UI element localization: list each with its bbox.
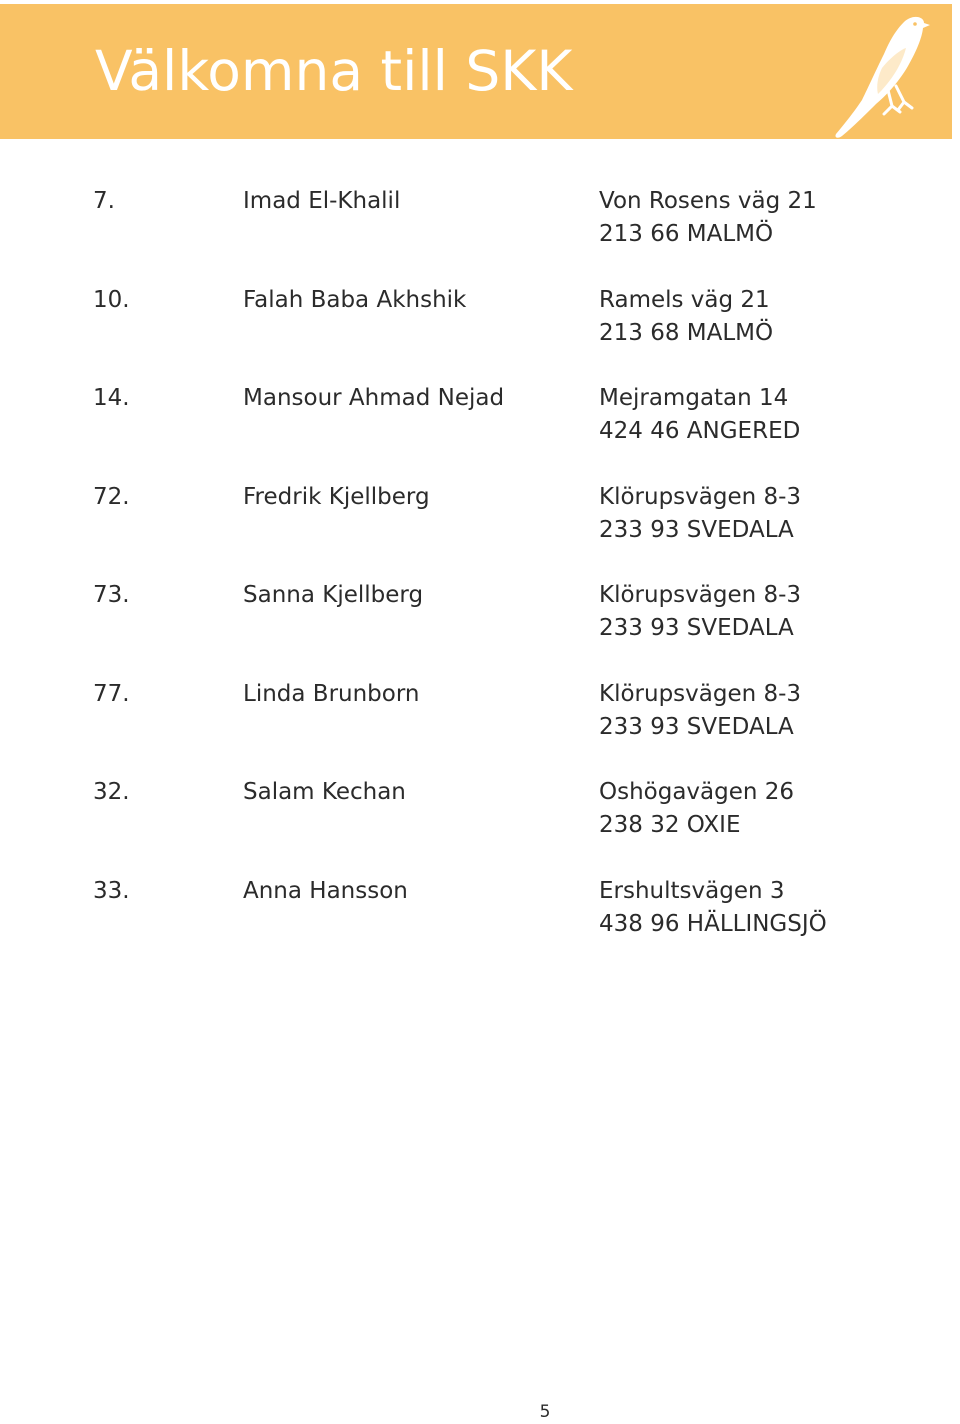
member-address <box>599 579 801 645</box>
member-street: Klörupsvägen 8-3 <box>599 582 802 608</box>
member-city: 233 93 SVEDALA <box>599 516 794 543</box>
member-city: 233 93 SVEDALA <box>599 615 794 641</box>
member-list <box>0 185 960 973</box>
page-title: Välkomna till SKK <box>95 39 573 103</box>
member-number: 33. <box>93 877 130 904</box>
member-number: 7. <box>93 188 115 214</box>
member-number: 77. <box>93 680 130 707</box>
member-name: Linda Brunborn <box>243 680 420 707</box>
bird-icon <box>812 8 932 140</box>
member-number: 14. <box>93 385 130 411</box>
list-item <box>0 875 960 974</box>
member-name: Fredrik Kjellberg <box>243 483 430 510</box>
member-city: 213 66 MALMÖ <box>599 221 774 247</box>
member-street: Oshögavägen 26 <box>599 779 795 805</box>
member-address <box>599 875 827 941</box>
list-item <box>0 579 960 678</box>
list-item <box>0 776 960 875</box>
member-address <box>599 382 800 448</box>
member-number: 10. <box>93 286 130 313</box>
list-item <box>0 284 960 383</box>
member-city: 424 46 ANGERED <box>599 418 801 444</box>
member-street: Von Rosens väg 21 <box>599 188 817 214</box>
list-item <box>0 185 960 284</box>
member-street: Ershultsvägen 3 <box>599 877 785 904</box>
member-name: Imad El-Khalil <box>243 188 401 214</box>
member-street: Ramels väg 21 <box>599 286 770 313</box>
page-number: 5 <box>539 1402 551 1422</box>
list-item <box>0 481 960 580</box>
member-number: 72. <box>93 483 130 510</box>
list-item <box>0 382 960 481</box>
member-number: 73. <box>93 582 130 608</box>
member-street: Klörupsvägen 8-3 <box>599 483 802 510</box>
member-city: 438 96 HÄLLINGSJÖ <box>599 910 827 937</box>
member-street: Mejramgatan 14 <box>599 385 789 411</box>
member-name: Mansour Ahmad Nejad <box>243 385 505 411</box>
member-number: 32. <box>93 779 130 805</box>
member-name: Falah Baba Akhshik <box>243 286 467 313</box>
member-name: Anna Hansson <box>243 877 408 904</box>
member-address <box>599 284 773 350</box>
member-city: 233 93 SVEDALA <box>599 713 794 740</box>
member-address <box>599 678 801 744</box>
member-street: Klörupsvägen 8-3 <box>599 680 802 707</box>
list-item <box>0 678 960 777</box>
member-name: Sanna Kjellberg <box>243 582 424 608</box>
member-city: 238 32 OXIE <box>599 812 741 838</box>
member-name: Salam Kechan <box>243 779 406 805</box>
member-address <box>599 481 801 547</box>
header-banner <box>0 4 952 139</box>
member-address <box>599 776 794 842</box>
member-city: 213 68 MALMÖ <box>599 319 774 346</box>
member-address <box>599 185 817 251</box>
